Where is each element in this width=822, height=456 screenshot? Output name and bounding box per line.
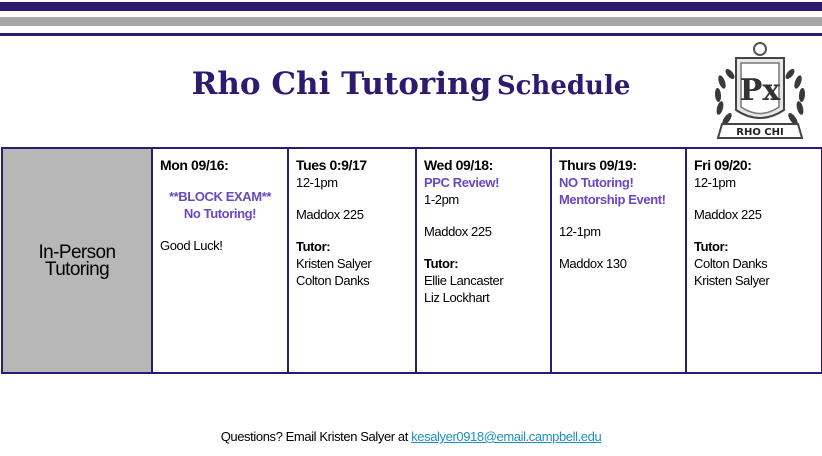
session-location: Maddox 130 bbox=[559, 256, 627, 271]
logo-monogram: Px bbox=[739, 73, 781, 108]
day-cell-wednesday bbox=[416, 148, 551, 373]
day-heading: Fri 09/20: bbox=[694, 157, 752, 173]
tutor-name: Kristen Salyer bbox=[694, 273, 770, 288]
header-stripe-gray bbox=[0, 17, 822, 26]
tutor-name: Kristen Salyer bbox=[296, 256, 372, 271]
session-location: Maddox 225 bbox=[296, 207, 364, 222]
mentorship-event-notice: Mentorship Event! bbox=[559, 192, 666, 207]
day-heading: Mon 09/16: bbox=[160, 157, 229, 173]
day-cell-tuesday bbox=[288, 148, 416, 373]
tutor-label: Tutor: bbox=[296, 239, 331, 254]
day-heading: Wed 09/18: bbox=[424, 157, 493, 173]
session-time: 12-1pm bbox=[296, 175, 338, 190]
day-note: Good Luck! bbox=[160, 238, 223, 253]
footer-question-text: Questions? Email Kristen Salyer at bbox=[220, 429, 408, 444]
session-location: Maddox 225 bbox=[694, 207, 762, 222]
header-stripe-thin bbox=[0, 33, 822, 36]
block-exam-notice: **BLOCK EXAM** bbox=[168, 189, 272, 204]
footer bbox=[0, 429, 822, 444]
session-time: 1-2pm bbox=[424, 192, 459, 207]
page-title bbox=[0, 66, 822, 102]
session-time: 12-1pm bbox=[559, 224, 601, 239]
tutor-name: Colton Danks bbox=[296, 273, 370, 288]
no-tutoring-notice: No Tutoring! bbox=[183, 206, 257, 221]
title-sub: Schedule bbox=[496, 71, 631, 101]
tutor-name: Liz Lockhart bbox=[424, 290, 490, 305]
day-heading: Tues 0:9/17 bbox=[296, 157, 367, 173]
day-heading: Thurs 09/19: bbox=[559, 157, 637, 173]
day-cell-monday bbox=[152, 148, 288, 373]
tutor-label: Tutor: bbox=[424, 256, 459, 271]
tutoring-schedule-table bbox=[1, 147, 822, 374]
day-cell-friday bbox=[686, 148, 822, 373]
rho-chi-logo bbox=[708, 40, 812, 144]
table-row bbox=[2, 148, 822, 373]
contact-email-link[interactable]: kesalyer0918@email.campbell.edu bbox=[411, 429, 602, 444]
tutor-name: Colton Danks bbox=[694, 256, 768, 271]
tutor-name: Ellie Lancaster bbox=[424, 273, 504, 288]
header-stripe-purple bbox=[0, 2, 822, 11]
no-tutoring-notice: NO Tutoring! bbox=[559, 175, 634, 190]
row-header-in-person: In-Person Tutoring bbox=[2, 148, 152, 373]
tutor-label: Tutor: bbox=[694, 239, 729, 254]
event-notice: PPC Review! bbox=[424, 175, 500, 190]
logo-banner-text: RHO CHI bbox=[736, 127, 784, 138]
session-location: Maddox 225 bbox=[424, 224, 492, 239]
day-cell-thursday bbox=[551, 148, 686, 373]
title-main: Rho Chi Tutoring bbox=[191, 66, 492, 102]
session-time: 12-1pm bbox=[694, 175, 736, 190]
rho-chi-crest-icon bbox=[708, 40, 812, 144]
